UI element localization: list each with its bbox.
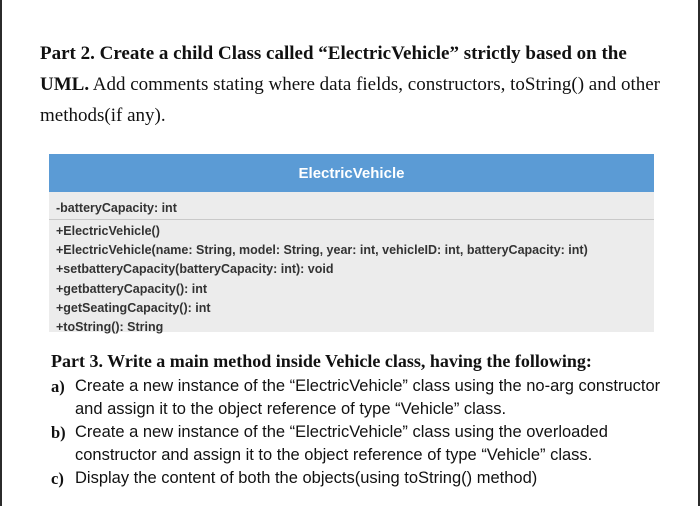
- part2-heading: Part 2. Create a child Class called “ElectricVehicle” strictly based on the UML.: [40, 43, 627, 95]
- part3-section: [51, 350, 661, 490]
- list-item: [51, 421, 661, 467]
- uml-method: +toString(): String: [56, 320, 164, 335]
- part2-section: [40, 38, 670, 131]
- part2-instructions: Add comments stating where data fields, constructors, toString() and other methods(if any).: [40, 74, 661, 126]
- uml-method: +getSeatingCapacity(): int: [56, 300, 211, 315]
- item-text: Display the content of both the objects(using toString() method): [75, 469, 538, 487]
- uml-methods-list: [49, 220, 654, 337]
- item-marker: c): [51, 469, 64, 488]
- uml-class-diagram: [49, 154, 654, 335]
- uml-field: -batteryCapacity: int: [49, 192, 654, 220]
- list-item: [51, 467, 661, 490]
- item-text: Create a new instance of the “ElectricVehicle” class using the overloaded constructor and assign it to the object reference of type “Vehicle” class.: [75, 423, 608, 464]
- item-marker: a): [51, 377, 65, 396]
- list-item: [51, 375, 661, 421]
- uml-method: +setbatteryCapacity(batteryCapacity: int): void: [56, 262, 334, 277]
- uml-method: +getbatteryCapacity(): int: [56, 281, 208, 296]
- uml-method: +ElectricVehicle(name: String, model: String, year: int, vehicleID: int, batteryCapacity: int): [56, 243, 588, 258]
- uml-class-name: ElectricVehicle: [49, 154, 654, 192]
- part3-heading: Part 3. Write a main method inside Vehicle class, having the following:: [51, 351, 592, 371]
- uml-method: +ElectricVehicle(): [56, 224, 160, 238]
- item-marker: b): [51, 423, 66, 442]
- item-text: Create a new instance of the “ElectricVehicle” class using the no-arg constructor and assign it to the object reference of type “Vehicle” class.: [75, 377, 661, 418]
